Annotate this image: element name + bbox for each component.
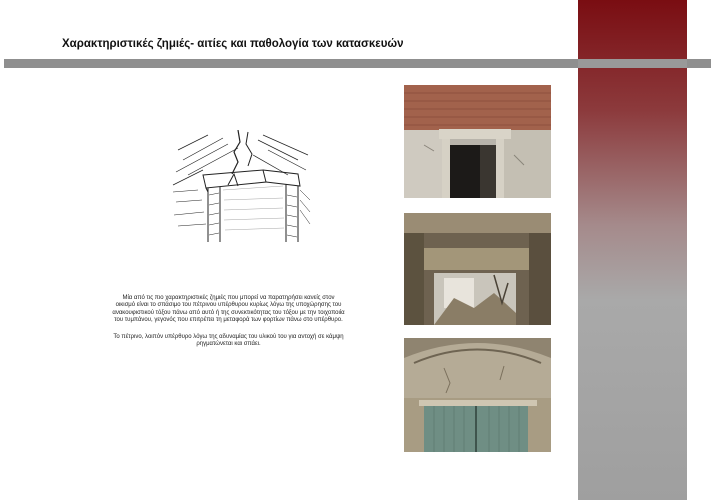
lintel-crack-sketch xyxy=(168,130,313,248)
header-rule-cap xyxy=(578,59,687,68)
photo-damaged-doorway-1 xyxy=(404,85,551,198)
page-title: Χαρακτηριστικές ζημιές- αιτίες και παθολογία των κατασκευών xyxy=(62,38,404,50)
description-paragraph-2: Το πέτρινο, λοιπόν υπέρθυρο λόγω της αδυναμίας του υλικού του για αντοχή σε κάμψη ρηγματώνεται και σπάει. xyxy=(113,333,344,348)
description-text xyxy=(112,295,345,357)
description-paragraph-1: Μία από τις πιο χαρακτηριστικές ζημιές που μπορεί να παρατηρήσει κανείς στον οικισμό είναι το σπάσιμο του πέτρινου υπέρθυρου κυρίως λόγω της υποχώρησης του ανακουφιστικού τόξου πάνω από αυτό ή της συνεκτικότητας του τόξου με την τοιχοποιία του τυμπάνου, γεγονός που επιτρέπει τη μεταφορά των φορτίων πάνω στο υπέρθυρο. xyxy=(112,295,345,324)
sidebar-gradient-band xyxy=(578,0,687,500)
photo-arched-doorway xyxy=(404,338,551,452)
photo-damaged-doorway-2 xyxy=(404,213,551,325)
